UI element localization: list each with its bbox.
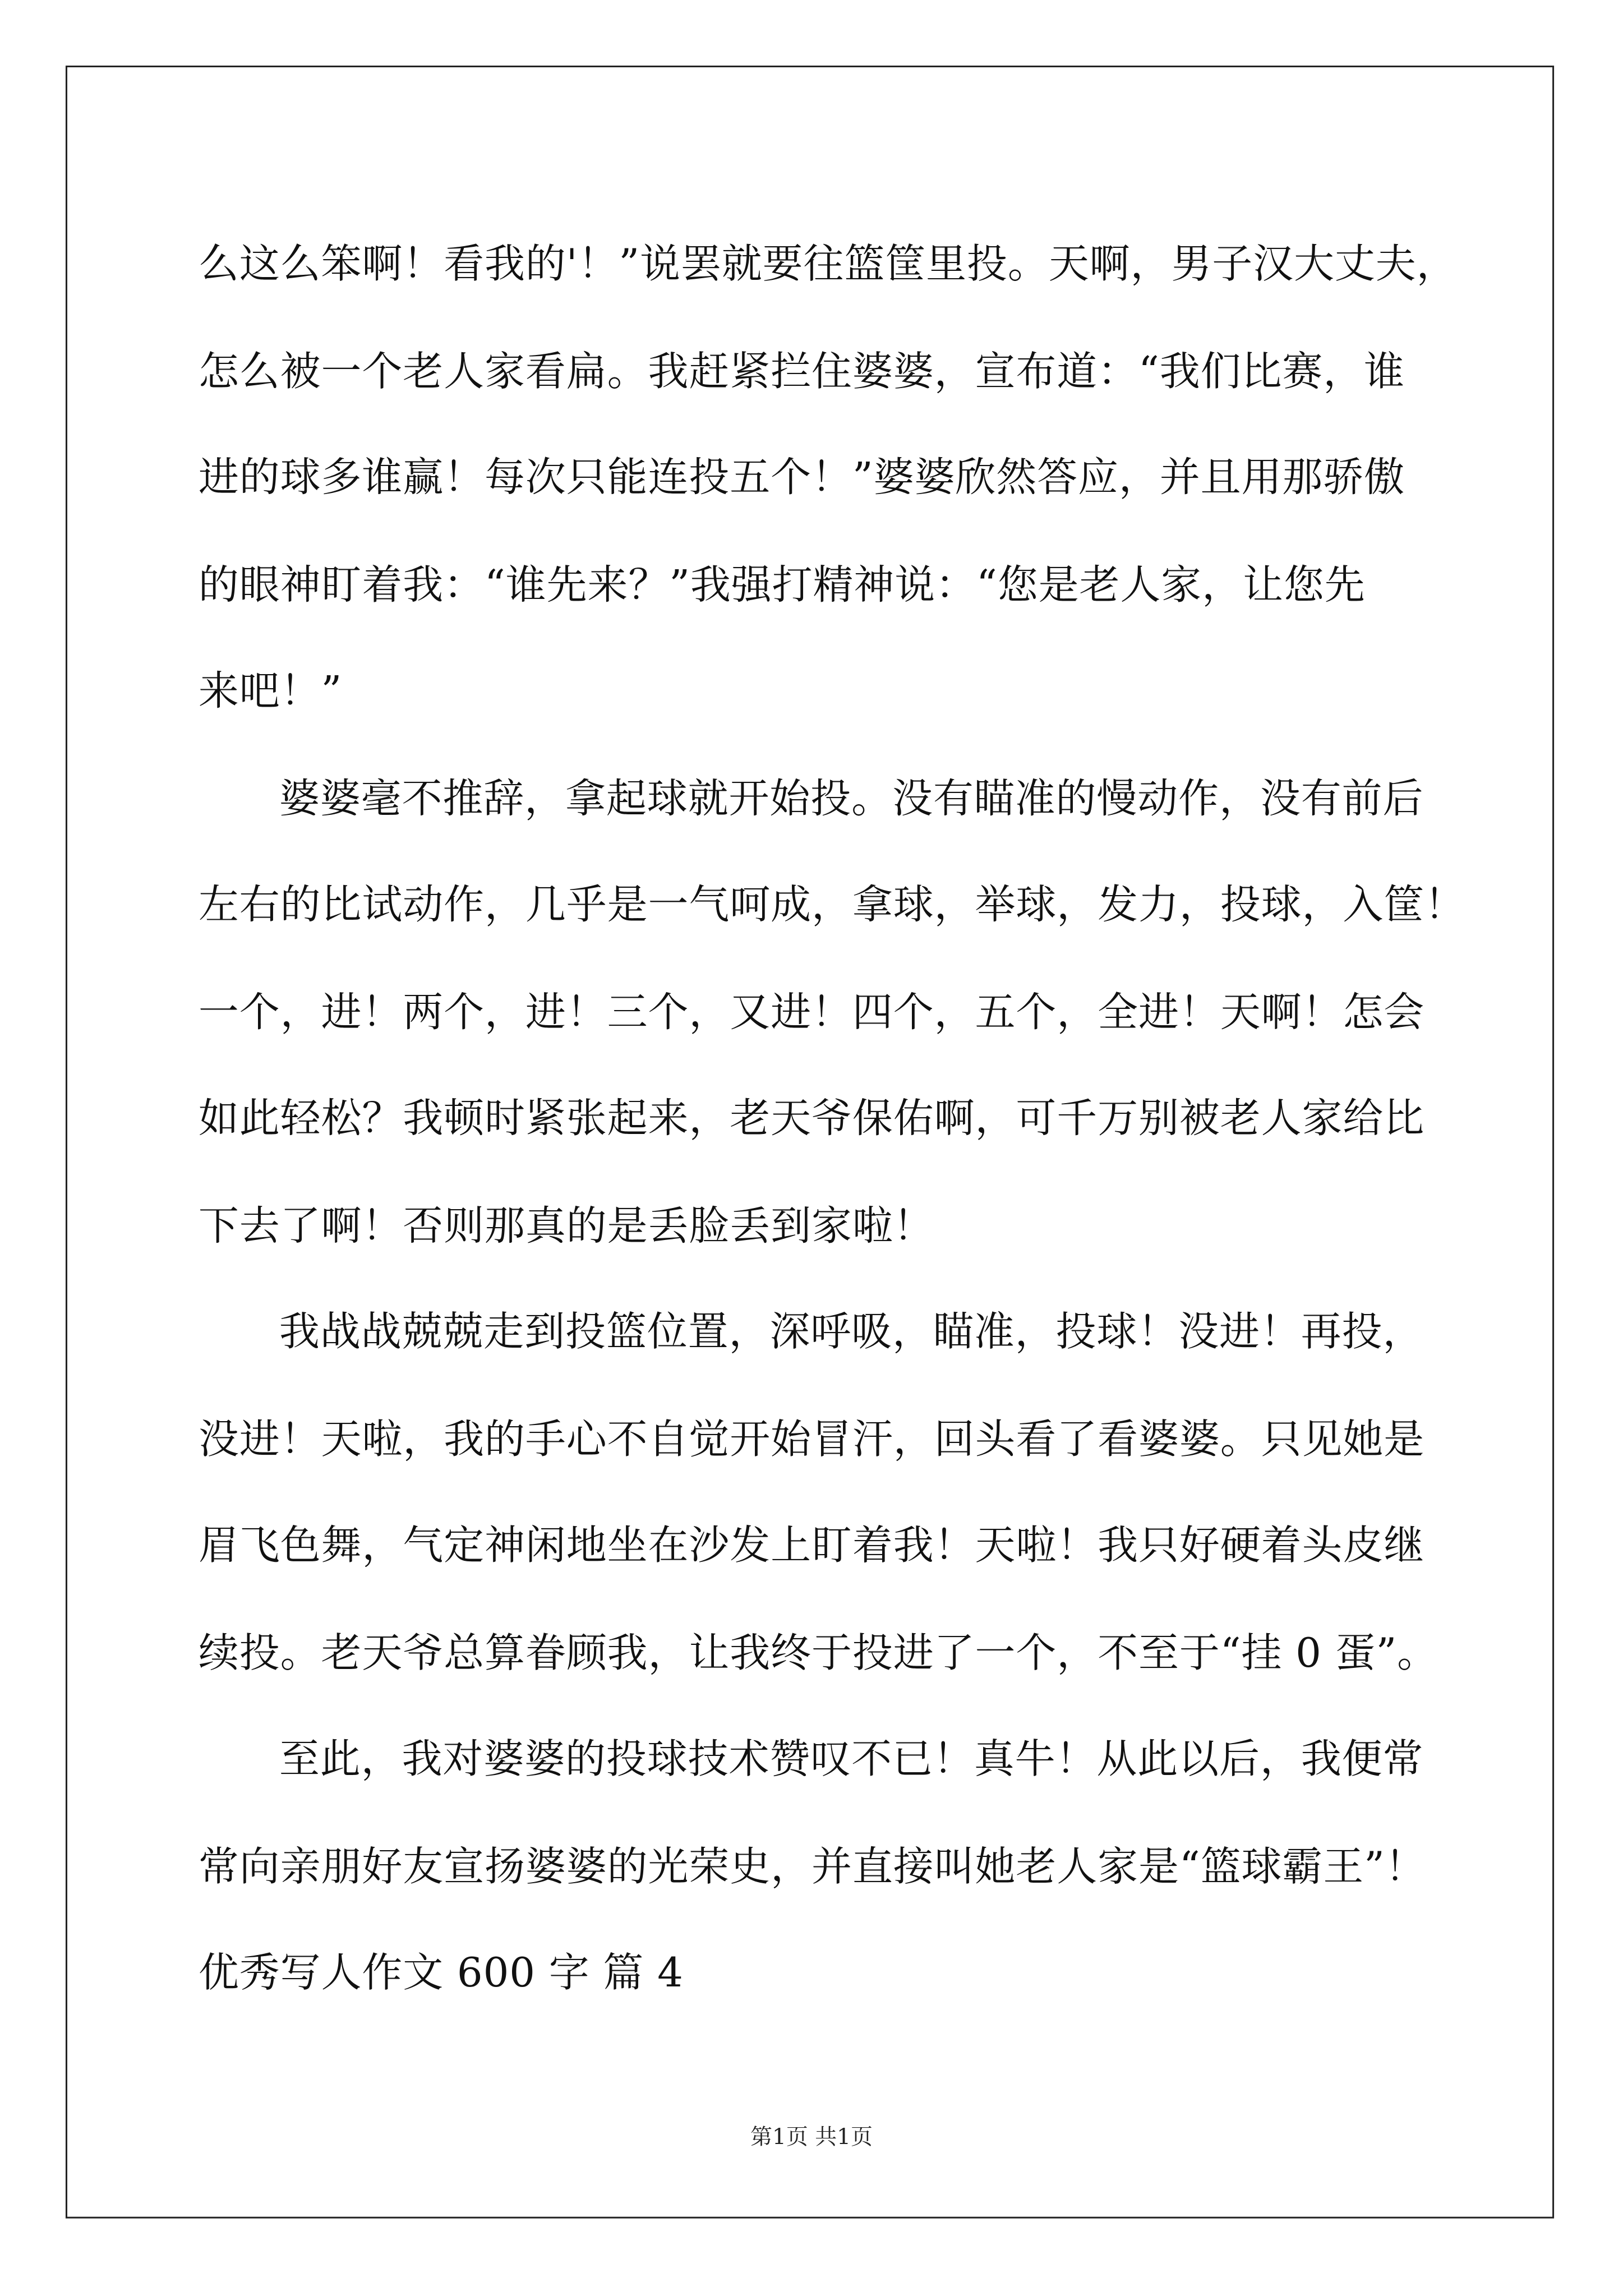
text-line: 的眼神盯着我：“谁先来？”我强打精神说：“您是老人家，让您先 [198,561,1366,608]
text-line: 来吧！” [198,667,343,715]
text-line: 怎么被一个老人家看扁。我赶紧拦住婆婆，宣布道：“我们比赛，谁 [198,347,1405,395]
document-body [199,212,1477,2027]
paragraph-first-line: 至此，我对婆婆的投球技术赞叹不已！真牛！从此以后，我便常 [279,1735,1424,1783]
text-line: 续投。老天爷总算眷顾我，让我终于投进了一个，不至于“挂 0 蛋”。 [198,1629,1438,1676]
page-number-footer: 第1页 共1页 [750,2126,873,2151]
text-line: 常向亲朋好友宣扬婆婆的光荣史，并直接叫她老人家是“篮球霸王”！ [198,1842,1426,1890]
text-line: 如此轻松？我顿时紧张起来，老天爷保佑啊，可千万别被老人家给比 [198,1095,1425,1142]
section-heading: 优秀写人作文 600 字 篇 4 [198,1949,684,1997]
paragraph-first-line: 婆婆毫不推辞，拿起球就开始投。没有瞄准的慢动作，没有前后 [279,774,1424,822]
text-line: 下去了啊！否则那真的是丢脸丢到家啦！ [198,1201,934,1249]
text-line: 一个，进！两个，进！三个，又进！四个，五个，全进！天啊！怎会 [198,988,1425,1035]
text-line: 左右的比试动作，几乎是一气呵成，拿球，举球，发力，投球，入筐！ [198,881,1466,929]
text-line: 没进！天啦，我的手心不自觉开始冒汗，回头看了看婆婆。只见她是 [198,1415,1425,1463]
paragraph-first-line: 我战战兢兢走到投篮位置，深呼吸，瞄准，投球！没进！再投， [279,1308,1424,1356]
text-line: 眉飞色舞，气定神闲地坐在沙发上盯着我！天啦！我只好硬着头皮继 [198,1522,1425,1570]
text-line: 么这么笨啊！看我的'！”说罢就要往篮筐里投。天啊，男子汉大丈夫， [198,240,1458,288]
text-line: 进的球多谁赢！每次只能连投五个！”婆婆欣然答应，并且用那骄傲 [198,454,1405,501]
